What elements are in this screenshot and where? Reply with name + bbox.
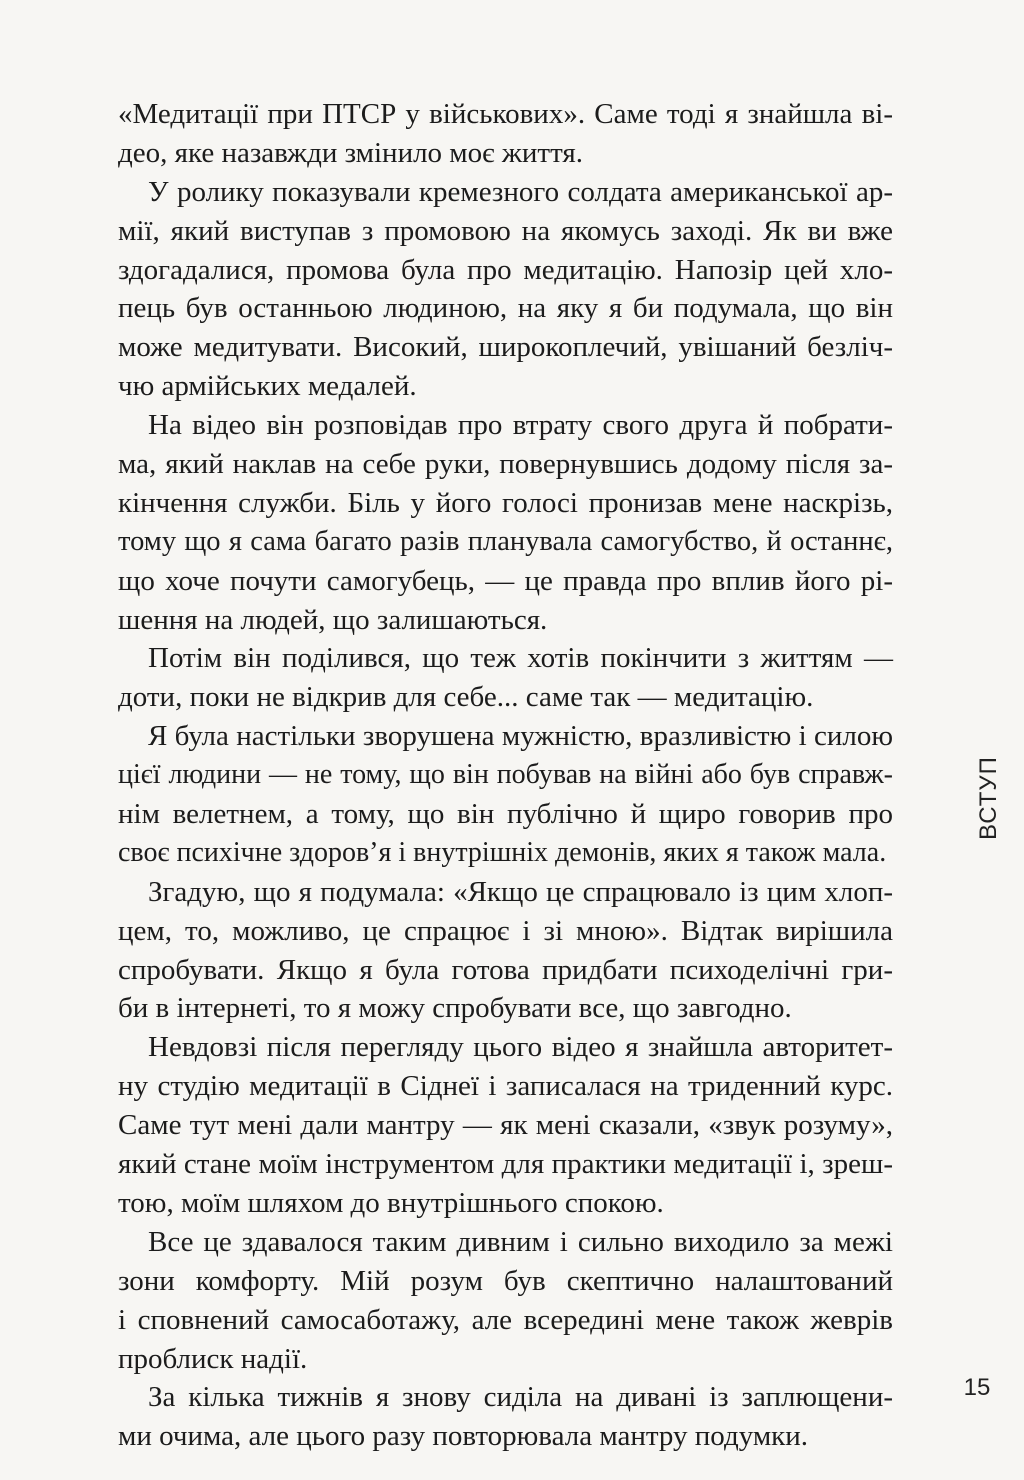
text-line: За кілька тижнів я знову сиділа на дивані із заплющени-	[148, 1381, 893, 1414]
text-line: У ролику показували кремезного солдата американської ар-	[148, 175, 893, 208]
text-line: део, яке назавжди змінило моє життя.	[118, 136, 583, 169]
text-line: може медитувати. Високий, широкоплечий, увішаний безліч-	[118, 331, 893, 364]
text-line: чю армійських медалей.	[118, 370, 417, 403]
text-line: мії, який виступав з промовою на якомусь заході. Як ви вже	[118, 214, 893, 247]
paragraph	[118, 1028, 893, 1222]
text-line: ма, який наклав на себе руки, повернувшись додому після за-	[118, 448, 893, 481]
paragraph	[118, 173, 893, 406]
paragraph	[118, 406, 893, 639]
text-line: Потім він поділився, що теж хотів покінчити з життям —	[148, 642, 893, 675]
text-line: своє психічне здоров’я і внутрішніх демонів, яких я також мала.	[118, 836, 887, 868]
text-line: Все це здавалося таким дивним і сильно виходило за межі	[148, 1225, 893, 1258]
paragraph	[118, 873, 893, 1029]
text-line: тою, моїм шляхом до внутрішнього спокою.	[118, 1186, 664, 1219]
text-line: пець був останньою людиною, на яку я би подумала, що він	[118, 292, 893, 325]
text-line: Невдовзі після перегляду цього відео я знайшла авторитет-	[148, 1031, 893, 1064]
text-line: тому що я сама багато разів планувала самогубство, й останнє,	[118, 525, 893, 557]
text-line: шення на людей, що залишаються.	[118, 603, 548, 636]
text-line: що хоче почути самогубець, — це правда про вплив його рі-	[118, 564, 893, 597]
text-line: Згадую, що я подумала: «Якщо це спрацювало із цим хлоп-	[148, 875, 893, 908]
text-line: який стане моїм інструментом для практики медитації і, зреш-	[118, 1148, 893, 1181]
text-line: проблиск надії.	[118, 1342, 308, 1375]
paragraph	[118, 1378, 893, 1456]
text-line: Я була настільки зворушена мужністю, вразливістю і силою	[148, 720, 893, 753]
text-line: зони комфорту. Мій розум був скептично налаштований	[118, 1264, 893, 1297]
running-head: ВСТУП	[975, 756, 1002, 840]
page-number: 15	[963, 1374, 991, 1401]
text-line: спробувати. Якщо я була готова придбати психоделічні гри-	[118, 953, 893, 986]
text-line: доти, поки не відкрив для себе... саме так — медитацію.	[118, 681, 814, 714]
paragraph	[118, 639, 893, 717]
text-line: цієї людини — не тому, що він побував на війні або був справж-	[118, 759, 893, 791]
text-line: На відео він розповідав про втрату свого друга й побрати-	[148, 409, 893, 442]
paragraph	[118, 1223, 893, 1379]
text-line: здогадалися, промова була про медитацію. Напозір цей хло-	[118, 253, 893, 286]
text-line: ну студію медитації в Сіднеї і записалася на триденний курс.	[118, 1070, 893, 1103]
text-line: ми очима, але цього разу повторювала мантру подумки.	[118, 1420, 809, 1453]
text-line: кінчення служби. Біль у його голосі пронизав мене наскрізь,	[118, 486, 893, 519]
body-text	[118, 95, 893, 1456]
text-line: «Медитації при ПТСР у військових». Саме тоді я знайшла ві-	[118, 98, 893, 130]
text-line: і сповнений самосаботажу, але всередині мене також жеврів	[118, 1303, 893, 1336]
paragraph	[118, 717, 893, 873]
text-line: цем, то, можливо, це спрацює і зі мною». Відтак вирішила	[118, 914, 893, 947]
text-line: би в інтернеті, то я можу спробувати все, що завгодно.	[118, 992, 792, 1025]
text-line: Саме тут мені дали мантру — як мені сказали, «звук розуму»,	[118, 1109, 893, 1142]
paragraph	[118, 95, 893, 173]
text-line: нім велетнем, а тому, що він публічно й щиро говорив про	[118, 798, 893, 831]
